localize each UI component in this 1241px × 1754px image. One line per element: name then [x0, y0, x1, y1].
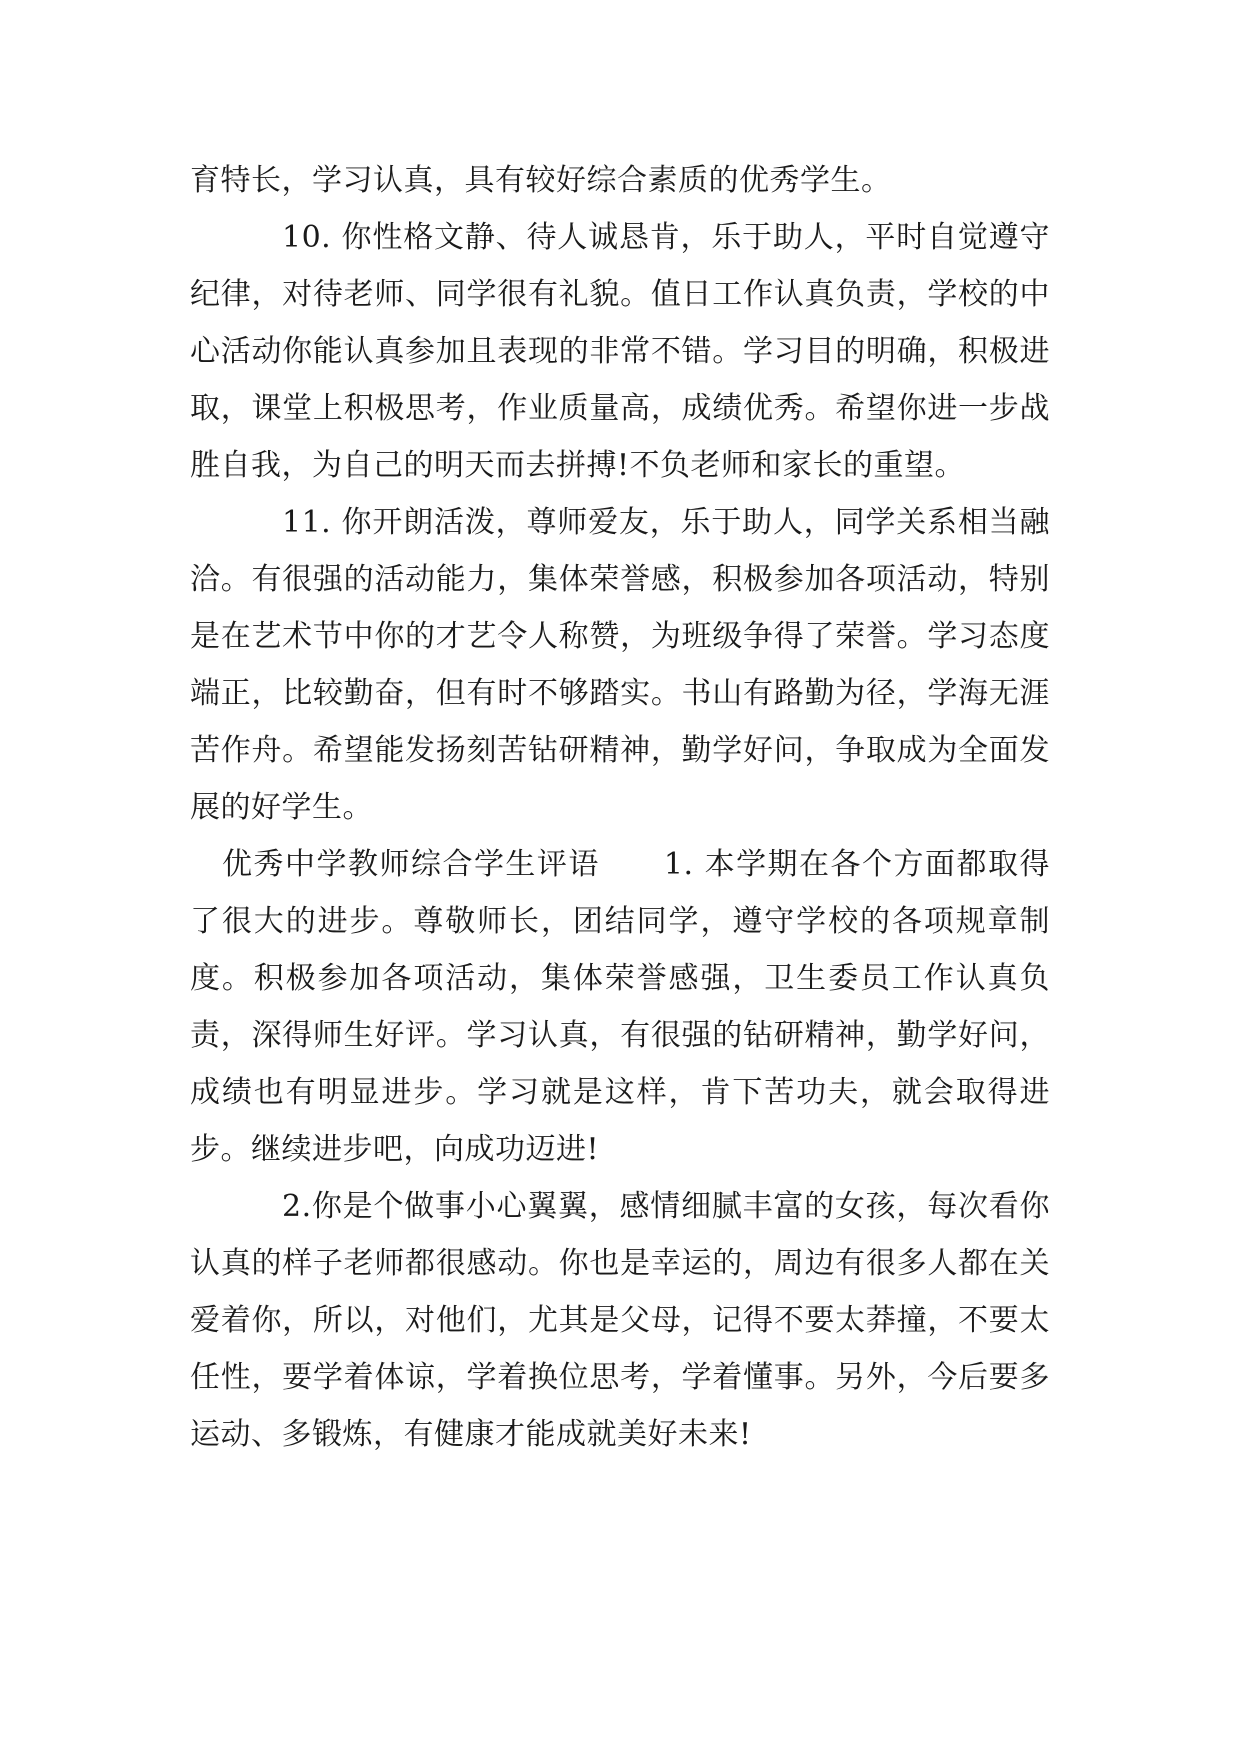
section-title: 优秀中学教师综合学生评语	[222, 847, 600, 882]
paragraph-section-start	[190, 836, 1050, 1178]
document-body	[190, 152, 1050, 1463]
paragraph-comment-10: 10. 你性格文静、待人诚恳肯，乐于助人，平时自觉遵守纪律，对待老师、同学很有礼貌。值日工作认真负责，学校的中心活动你能认真参加且表现的非常不错。学习目的明确，积极进取，课堂上积极思考，作业质量高，成绩优秀。希望你进一步战胜自我，为自己的明天而去拼搏!不负老师和家长的重望。	[190, 220, 1050, 483]
paragraph-continuation: 育特长，学习认真，具有较好综合素质的优秀学生。	[190, 163, 892, 198]
paragraph-comment-11: 11. 你开朗活泼，尊师爱友，乐于助人，同学关系相当融洽。有很强的活动能力，集体荣誉感，积极参加各项活动，特别是在艺术节中你的才艺令人称赞，为班级争得了荣誉。学习态度端正，比较勤奋，但有时不够踏实。书山有路勤为径，学海无涯苦作舟。希望能发扬刻苦钻研精神，勤学好问，争取成为全面发展的好学生。	[190, 505, 1050, 825]
paragraph-comment-2: 2.你是个做事小心翼翼，感情细腻丰富的女孩，每次看你认真的样子老师都很感动。你也是幸运的，周边有很多人都在关爱着你，所以，对他们，尤其是父母，记得不要太莽撞，不要太任性，要学着体谅，学着换位思考，学着懂事。另外，今后要多运动、多锻炼，有健康才能成就美好未来!	[190, 1189, 1050, 1452]
comment-1-text: 1. 本学期在各个方面都取得了很大的进步。尊敬师长，团结同学，遵守学校的各项规章制度。积极参加各项活动，集体荣誉感强，卫生委员工作认真负责，深得师生好评。学习认真，有很强的钻研精神，勤学好问，成绩也有明显进步。学习就是这样，肯下苦功夫，就会取得进步。继续进步吧，向成功迈进!	[190, 847, 1050, 1167]
